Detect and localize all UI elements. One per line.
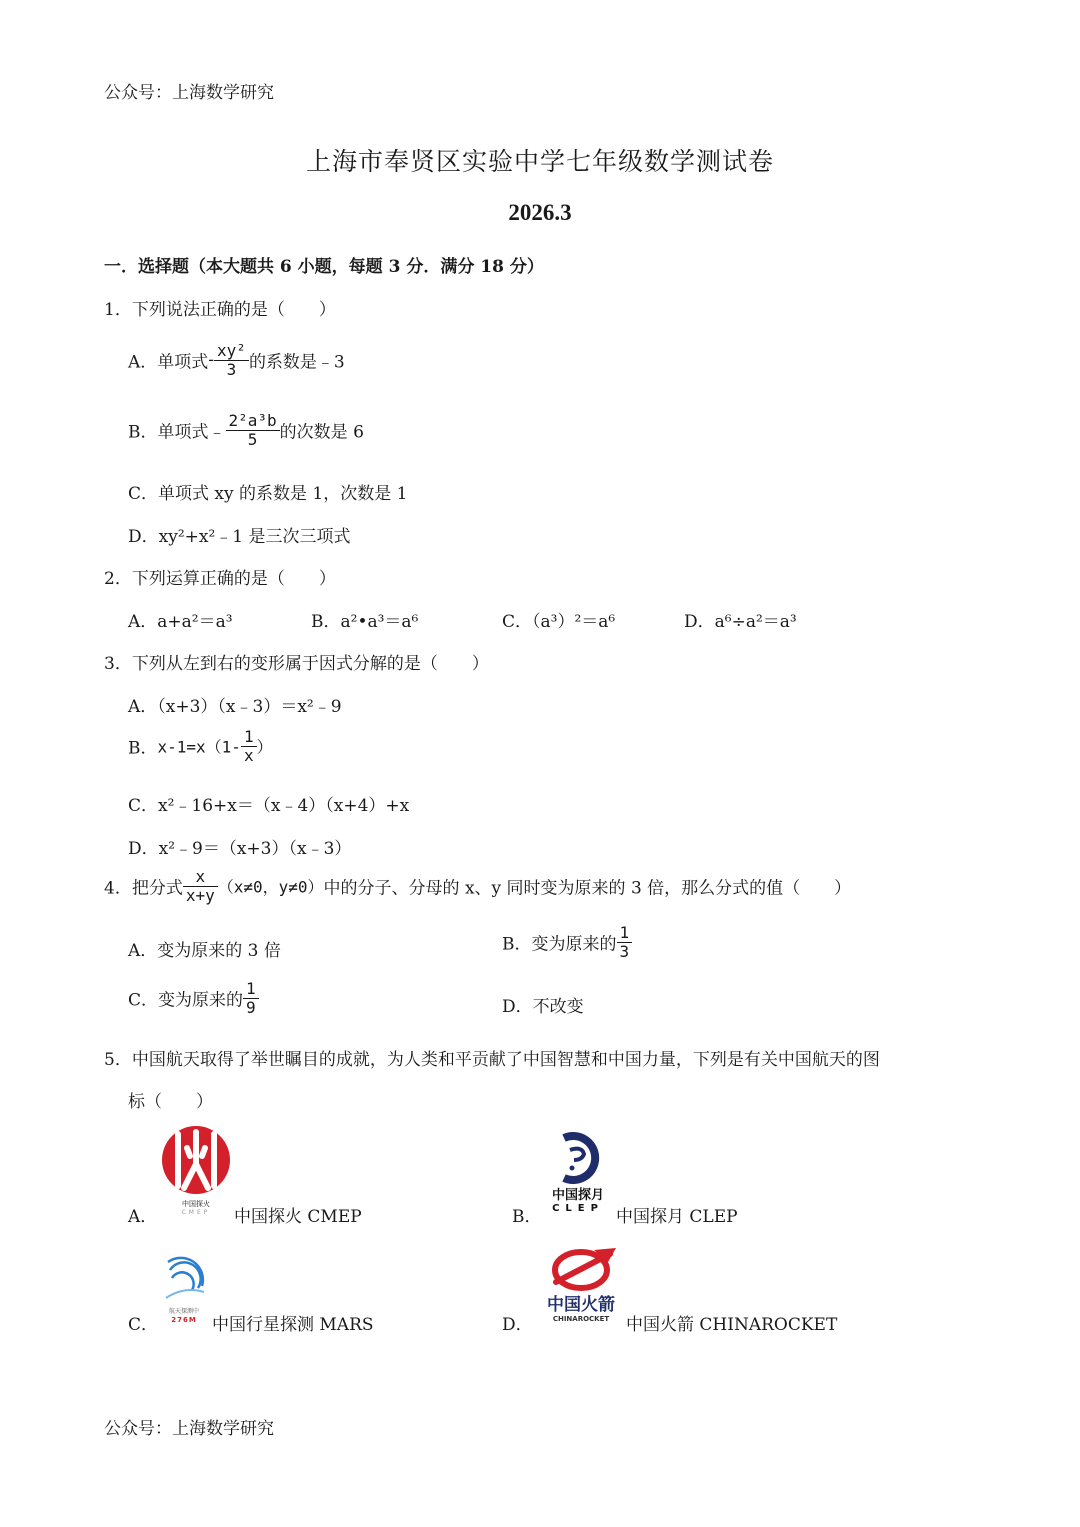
- q5-option-a-caption: 中国探火 CMEP: [234, 1207, 362, 1227]
- q5-option-c-caption: 中国行星探测 MARS: [212, 1315, 374, 1335]
- q5-stem-line2: 标（ ）: [128, 1092, 213, 1112]
- q3-b-fraction: [241, 728, 257, 764]
- q4-option-b: [502, 924, 632, 960]
- cmep-logo-text: 中国探火: [182, 1200, 210, 1208]
- header-note: 公众号：上海数学研究: [104, 83, 274, 103]
- q4-c-frac-den: 9: [246, 997, 256, 1017]
- q4-option-a: A．变为原来的 3 倍: [128, 941, 281, 961]
- q4-b-fraction: [617, 924, 633, 960]
- q4-suffix: 中的分子、分母的 x、y 同时变为原来的 3 倍，那么分式的值（ ）: [323, 878, 852, 899]
- q1-a-fraction: [214, 342, 249, 378]
- q3-option-c: C．x²﹣16+x＝（x﹣4）（x+4）+x: [128, 796, 410, 816]
- q4-condition: （x≠0，y≠0）: [217, 877, 324, 897]
- mars-logo-sub: 276M: [171, 1315, 197, 1324]
- q2-option-c: C．（a³）²＝a⁶: [502, 612, 616, 632]
- mars-logo-icon: [158, 1256, 210, 1304]
- q2-stem: 2．下列运算正确的是（ ）: [104, 569, 336, 589]
- q1-option-a: A．单项式- $\frac{\text{xy²}}{3}$ 的系数是﹣3: [128, 341, 345, 379]
- mars-logo-text: 航天探测中: [168, 1308, 199, 1315]
- clep-logo-sub: CLEP: [552, 1203, 604, 1215]
- q4-c-frac-num: 1: [243, 980, 259, 999]
- q5-option-c-label: C．: [128, 1315, 159, 1335]
- q1-stem: 1．下列说法正确的是（ ）: [104, 300, 336, 320]
- q5-option-b-caption: 中国探月 CLEP: [616, 1207, 738, 1227]
- q4-option-c: [128, 980, 259, 1016]
- q3-b-label: B．: [128, 738, 158, 759]
- q4-prefix: 4．把分式: [104, 878, 183, 899]
- q1-option-c: C．单项式 xy 的系数是 1，次数是 1: [128, 484, 408, 504]
- q1-b-frac-num: 2²a³b: [226, 412, 280, 431]
- q3-b-lhs: x-1=x（1-: [157, 737, 241, 757]
- q4-c-label: C．变为原来的: [128, 990, 244, 1011]
- q1-a-frac-num: xy²: [214, 342, 249, 361]
- q5-option-d-label: D．: [502, 1315, 533, 1335]
- q1-a-label: A．单项式: [128, 352, 209, 373]
- clep-logo: [542, 1132, 614, 1220]
- q4-frac-den: x+y: [185, 885, 215, 905]
- q5-option-d-caption: 中国火箭 CHINAROCKET: [626, 1315, 838, 1335]
- exam-date: 2026.3: [508, 200, 572, 225]
- chinarocket-logo-icon: [538, 1246, 624, 1292]
- clep-logo-icon: [542, 1132, 614, 1184]
- q4-c-fraction: [243, 980, 259, 1016]
- page-title: 上海市奉贤区实验中学七年级数学测试卷: [305, 147, 774, 176]
- q2-option-b: B．a²•a³＝a⁶: [311, 612, 419, 632]
- footer-note: 公众号：上海数学研究: [104, 1419, 274, 1439]
- q1-b-tail: 的次数是 6: [279, 422, 364, 443]
- q4-option-d: D．不改变: [502, 997, 584, 1017]
- q3-option-a: A．（x+3）（x﹣3）＝x²﹣9: [128, 697, 342, 717]
- mars-logo: [158, 1256, 210, 1328]
- q3-b-frac-num: 1: [241, 728, 257, 747]
- q1-b-fraction: [226, 412, 280, 448]
- chinarocket-logo: [538, 1246, 624, 1330]
- q1-option-b: [128, 412, 364, 448]
- q5-stem-line1: 5．中国航天取得了举世瞩目的成就，为人类和平贡献了中国智慧和中国力量，下列是有关中国航天的图: [104, 1050, 880, 1070]
- q3-option-d: D．x²﹣9＝（x+3）（x﹣3）: [128, 839, 352, 859]
- q1-b-label: B．单项式﹣: [128, 422, 226, 443]
- q2-option-d: D．a⁶÷a²＝a³: [684, 612, 797, 632]
- q2-option-a: A．a+a²＝a³: [128, 612, 233, 632]
- q4-fraction: [183, 868, 218, 904]
- q4-b-label: B．变为原来的: [502, 934, 617, 955]
- cmep-logo-icon: [158, 1124, 234, 1196]
- q3-option-b: [128, 728, 273, 764]
- q3-b-rhs: ）: [256, 737, 273, 757]
- cmep-logo-sub: CMEP: [181, 1208, 211, 1216]
- chinarocket-logo-sub: CHINAROCKET: [552, 1314, 610, 1323]
- clep-logo-text: 中国探月: [551, 1188, 604, 1203]
- q5-option-b-label: B．: [512, 1207, 542, 1227]
- q4-b-frac-num: 1: [617, 924, 633, 943]
- q4-frac-num: x: [183, 868, 218, 887]
- q3-stem: 3．下列从左到右的变形属于因式分解的是（ ）: [104, 654, 489, 674]
- q3-b-frac-den: x: [243, 745, 254, 765]
- q4-b-frac-den: 3: [619, 941, 630, 961]
- q1-a-tail: 的系数是﹣3: [248, 352, 345, 373]
- chinarocket-logo-text: 中国火箭: [547, 1295, 615, 1315]
- cmep-logo: [158, 1124, 234, 1218]
- q1-a-frac-den: 3: [226, 359, 237, 379]
- section-heading: 一．选择题（本大题共 6 小题，每题 3 分．满分 18 分）: [104, 257, 544, 277]
- q4-stem: [104, 868, 851, 904]
- q5-option-a-label: A．: [128, 1207, 158, 1227]
- q1-option-d: D．xy²+x²﹣1 是三次三项式: [128, 527, 351, 547]
- q1-b-frac-den: 5: [247, 429, 258, 449]
